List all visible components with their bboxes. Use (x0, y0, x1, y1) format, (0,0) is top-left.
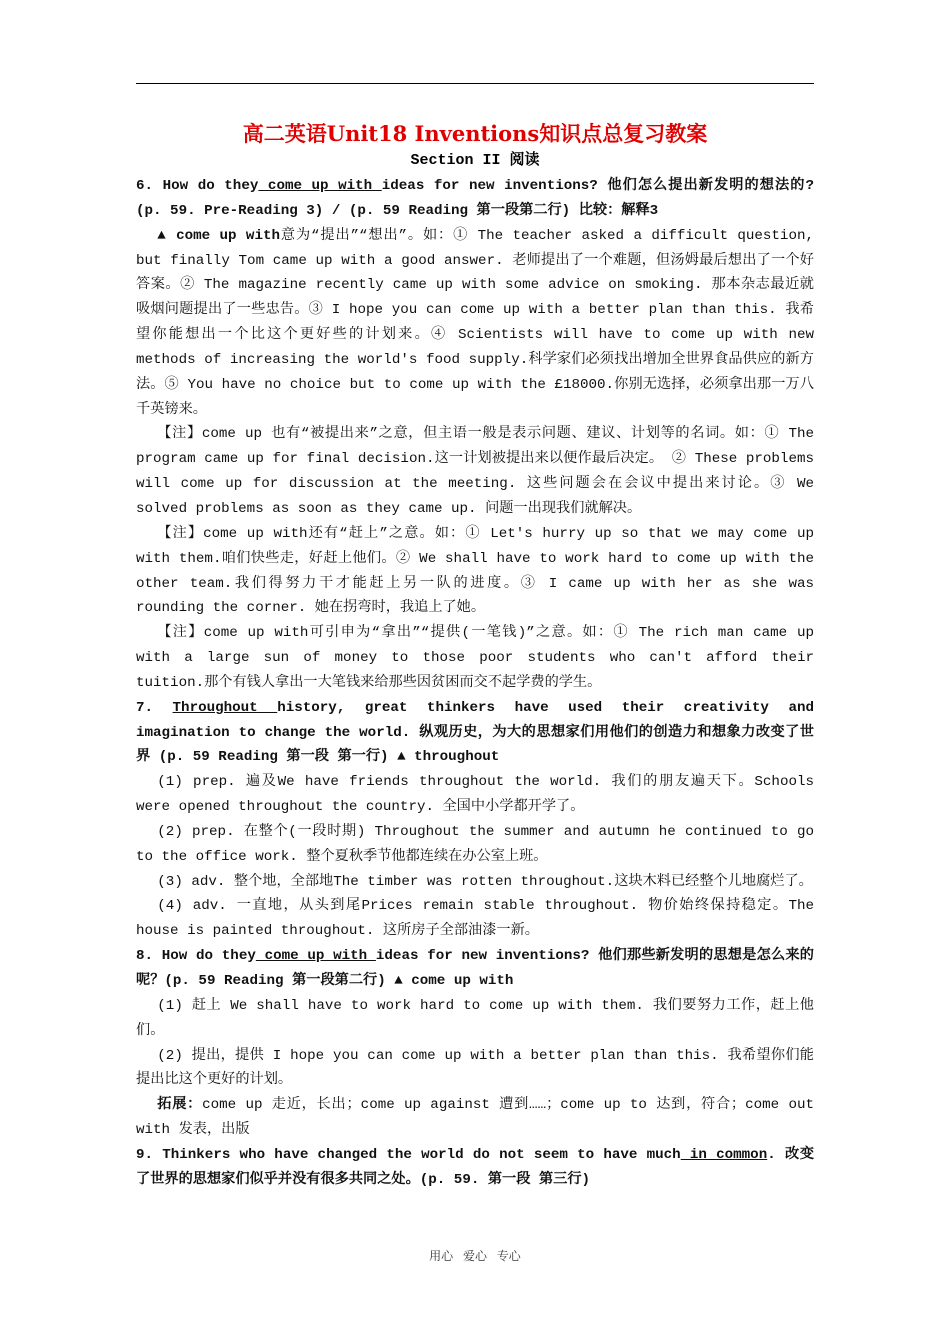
q8-sense-1: (1) 赶上 We shall have to work hard to come up with them. 我们要努力工作，赶上他们。 (136, 997, 814, 1039)
question-8: 8. How do they come up with ideas for new inventions? 他们那些新发明的思想是怎么来的呢？(p. 59 Reading 第一段第二行) ▲ come up with (136, 948, 814, 989)
q6-note-2: 【注】come up with还有“赶上”之意。如：① Let's hurry up so that we may come up with them.咱们快些走，好赶上他们。② We shall have to work hard to come up with the other team.我们得努力干才能赶上另一队的进度。③ I came up with her as she was rounding the corner. 她在拐弯时，我追上了她。 (136, 525, 814, 617)
question-7: 7. Throughout history, great thinkers have used their creativity and imagination to change the world. 纵观历史，为大的思想家们用他们的创造力和想象力改变了世界 (p. 59 Reading 第一段 第一行) ▲ throughout (136, 699, 815, 766)
q8-sense-2: (2) 提出，提供 I hope you can come up with a better plan than this. 我希望你们能提出比这个更好的计划。 (136, 1047, 814, 1089)
question-6: 6. How do they come up with ideas for new inventions? 他们怎么提出新发明的想法的? (p. 59. Pre-Reading 3) / (p. 59 Reading 第一段第二行) 比较：解释3 (136, 178, 814, 219)
question-9: 9. Thinkers who have changed the world do not seem to have much in common. 改变了世界的思想家们似乎并没有很多共同之处。(p. 59. 第一段 第三行) (136, 1146, 815, 1188)
q6-note-1: 【注】come up 也有“被提出来”之意，但主语一般是表示问题、建议、计划等的名词。如：① The program came up for final decision.这一计划被提出来以便作最后决定。 ② These problems will come up for discussion at the meeting. 这些问题会在会议中提出来讨论。③ We solved problems as soon as they came up. 问题一出现我们就解决。 (136, 426, 814, 517)
q7-sense-3: (3) adv. 整个地，全部地The timber was rotten throughout.这块木料已经整个儿地腐烂了。 (157, 873, 813, 890)
q8-extension: 拓展：come up 走近，长出；come up against 遭到……；come up to 达到，符合；come out with 发表，出版 (136, 1097, 814, 1139)
q7-sense-1: (1) prep. 遍及We have friends throughout the world. 我们的朋友遍天下。Schools were opened throughout the country. 全国中小学都开学了。 (136, 774, 814, 816)
q6-note-3: 【注】come up with可引申为“拿出”“提供(一笔钱)”之意。如：① The rich man came up with a large sun of money to those poor students who can't afford their tuition.那个有钱人拿出一大笔钱来给那些因贫困而交不起学费的学生。 (136, 625, 814, 691)
document-body (136, 174, 814, 1193)
page-title: 高二英语Unit18 Inventions知识点总复习教案 (242, 121, 708, 146)
page-footer: 用心 爱心 专心 (429, 1249, 521, 1263)
q7-sense-4: (4) adv. 一直地，从头到尾Prices remain stable throughout. 物价始终保持稳定。The house is painted throughout. 这所房子全部油漆一新。 (136, 898, 814, 940)
header-rule (136, 83, 814, 84)
section-heading: Section II 阅读 (410, 152, 540, 169)
q6-explanation: ▲ come up with意为“提出”“想出”。如：① The teacher asked a difficult question, but finally Tom came up with a good answer. 老师提出了一个难题，但汤姆最后想出了一个好答案。② The magazine recently came up with some advice on smoking. 那本杂志最近就吸烟问题提出了一些忠告。③ I hope you can come up with a better plan than this. 我希望你能想出一个比这个更好些的计划来。④ Scientists will have to come up with new methods of increasing the world's food supply.科学家们必须找出增加全世界食品供应的新方法。⑤ You have no choice but to come up with the £18000.你别无选择，必须拿出那一万八千英镑来。 (136, 227, 814, 418)
q7-sense-2: (2) prep. 在整个(一段时期) Throughout the summer and autumn he continued to go to the office work. 整个夏秋季节他都连续在办公室上班。 (136, 823, 814, 865)
